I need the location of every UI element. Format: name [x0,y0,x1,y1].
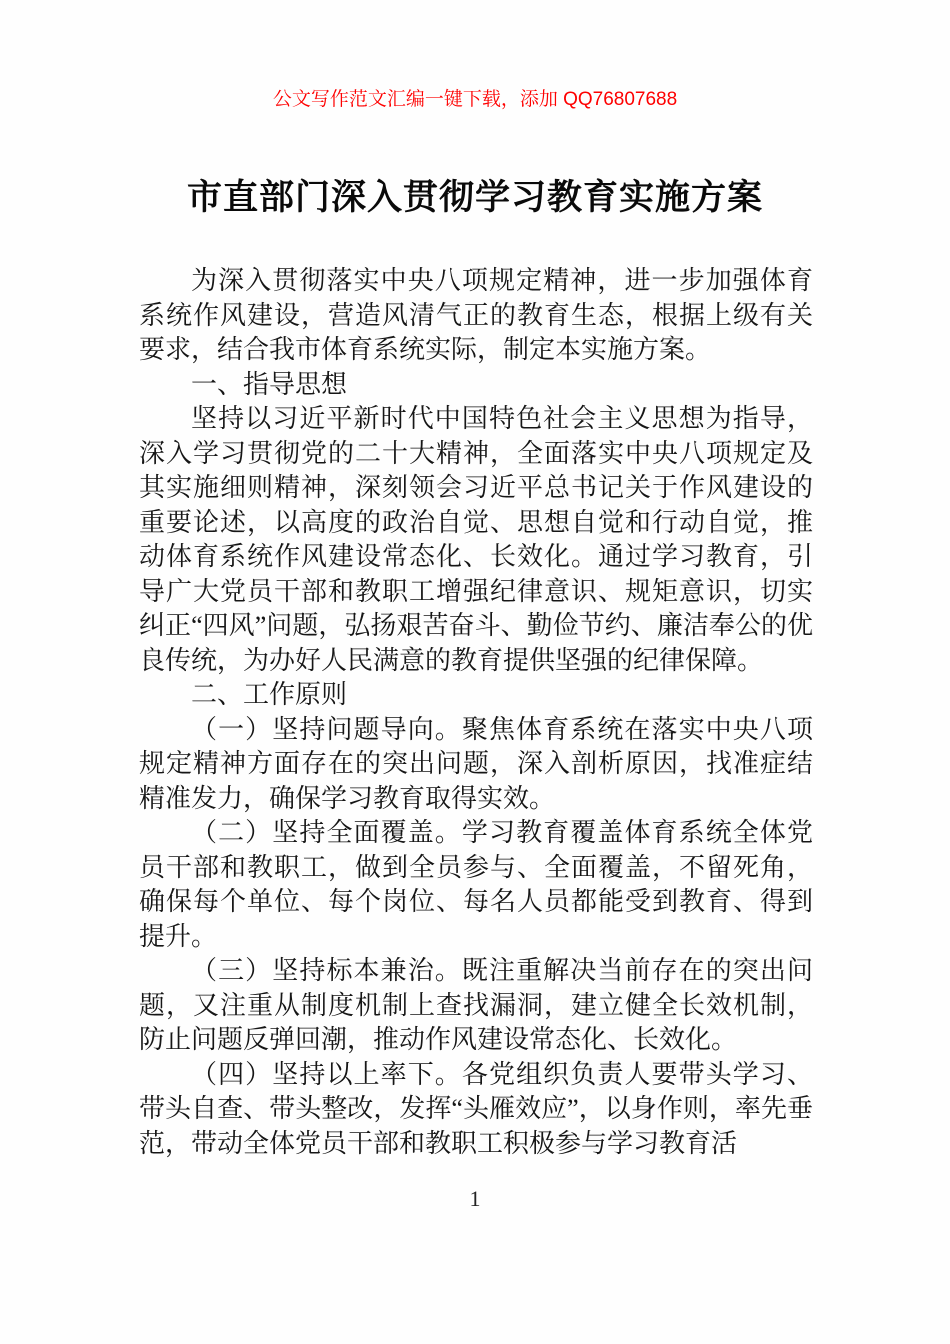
paragraph-principle-4: （四）坚持以上率下。各党组织负责人要带头学习、带头自查、带头整改，发挥“头雁效应”，以身作则，率先垂范，带动全体党员干部和教职工积极参与学习教育活 [139,1059,813,1158]
paragraph-principle-1: （一）坚持问题导向。聚焦体育系统在落实中央八项规定精神方面存在的突出问题，深入剖析原因，找准症结精准发力，确保学习教育取得实效。 [139,714,813,813]
paragraph-guiding-ideology: 坚持以习近平新时代中国特色社会主义思想为指导，深入学习贯彻党的二十大精神，全面落实中央八项规定及其实施细则精神，深刻领会习近平总书记关于作风建设的重要论述，以高度的政治自觉、思想自觉和行动自觉，推动体育系统作风建设常态化、长效化。通过学习教育，引导广大党员干部和教职工增强纪律意识、规矩意识，切实纠正“四风”问题，弘扬艰苦奋斗、勤俭节约、廉洁奉公的优良传统，为办好人民满意的教育提供坚强的纪律保障。 [139,404,813,675]
paragraph-principle-3: （三）坚持标本兼治。既注重解决当前存在的突出问题，又注重从制度机制上查找漏洞，建立健全长效机制，防止问题反弹回潮，推动作风建设常态化、长效化。 [139,956,813,1054]
section-heading-work-principles: 二、工作原则 [191,680,348,709]
page-number: 1 [469,1186,481,1211]
paragraph-principle-2: （二）坚持全面覆盖。学习教育覆盖体育系统全体党员干部和教职工，做到全员参与、全面覆盖，不留死角，确保每个单位、每个岗位、每名人员都能受到教育、得到提升。 [139,818,813,951]
paragraph-intro: 为深入贯彻落实中央八项规定精神，进一步加强体育系统作风建设，营造风清气正的教育生态，根据上级有关要求，结合我市体育系统实际，制定本实施方案。 [139,266,813,364]
document-body [139,264,813,1161]
section-heading-guiding-ideology: 一、指导思想 [191,369,348,399]
document-title: 市直部门深入贯彻学习教育实施方案 [186,178,763,217]
promo-banner-text: 公文写作范文汇编一键下载，添加 QQ76807688 [272,89,678,110]
